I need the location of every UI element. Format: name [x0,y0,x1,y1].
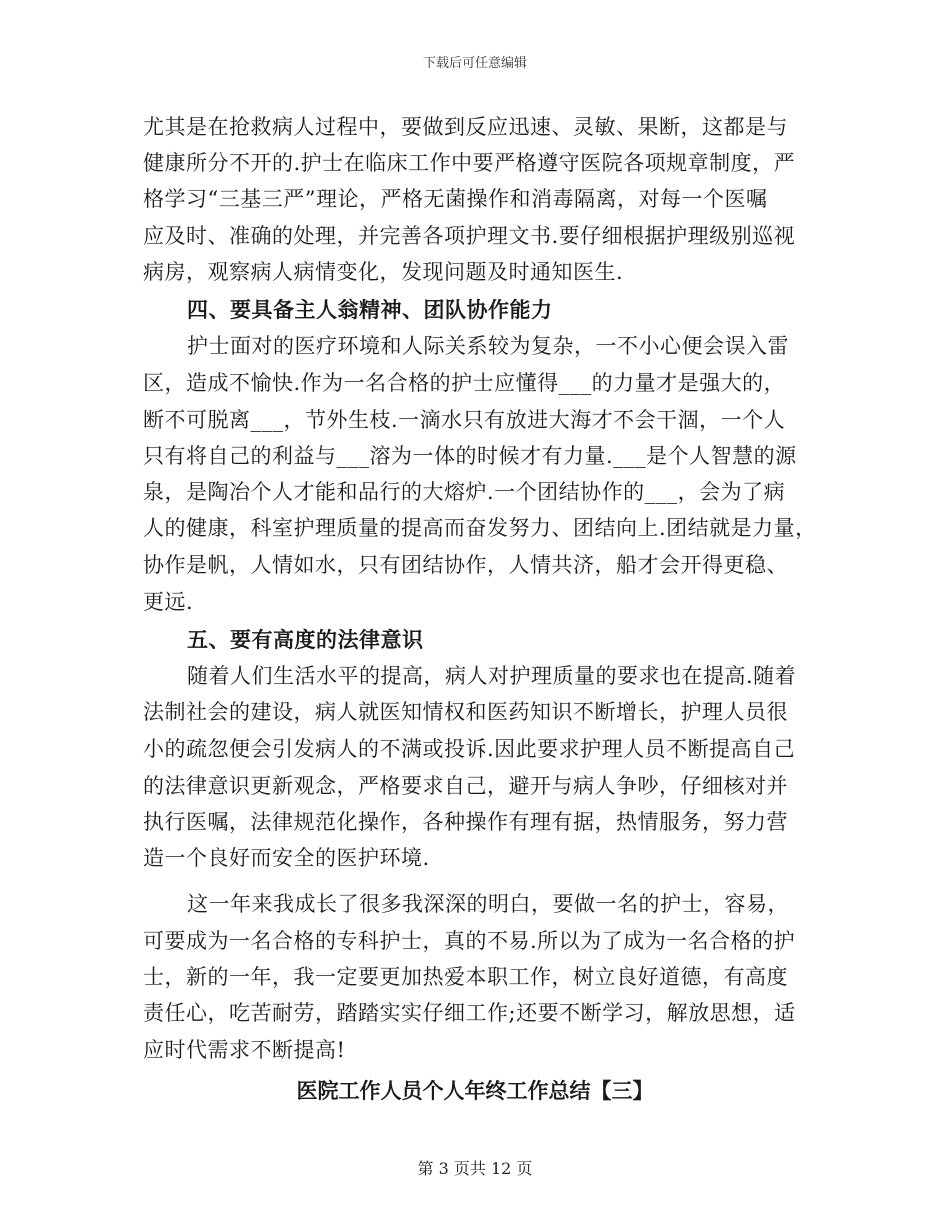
page-header-note: 下载后可任意编辑 [422,56,527,71]
paragraph-line: 护士面对的医疗环境和人际关系较为复杂，一不小心便会误入雷 [187,334,789,358]
paragraph-line: 这一年来我成长了很多我深深的明白，要做一名的护士，容易， [187,892,789,916]
paragraph-line: 更远. [143,590,194,614]
section-heading-five: 五、要有高度的法律意识 [187,627,424,652]
paragraph-line: 的法律意识更新观念，严格要求自己，避开与病人争吵，仔细核对并 [143,774,788,798]
paragraph-line: 尤其是在抢救病人过程中，要做到反应迅速、灵敏、果断，这都是与 [143,115,788,139]
paragraph-line: 只有将自己的利益与___溶为一体的时候才有力量.___是个人智慧的源 [143,444,797,468]
paragraph-line: 法制社会的建设，病人就医知情权和医药知识不断增长，护理人员很 [143,700,788,724]
paragraph-line: 造一个良好而安全的医护环境. [143,846,430,870]
paragraph-line: 人的健康，科室护理质量的提高而奋发努力、团结向上.团结就是力量， [143,516,817,540]
paragraph-line: 协作是帆，人情如水，只有团结协作，人情共济，船才会开得更稳、 [143,553,788,577]
paragraph-line: 随着人们生活水平的提高，病人对护理质量的要求也在提高.随着 [187,664,797,688]
paragraph-line: 断不可脱离___，节外生枝.一滴水只有放进大海才不会干涸，一个人 [143,408,786,432]
paragraph-line: 可要成为一名合格的专科护士，真的不易.所以为了成为一名合格的护 [143,929,796,953]
section-heading-four: 四、要具备主人翁精神、团队协作能力 [187,297,553,322]
page-footer: 第 3 页共 12 页 [417,1159,533,1178]
paragraph-line: 格学习“三基三严”理论，严格无菌操作和消毒隔离，对每一个医嘱 [143,187,768,211]
paragraph-line: 应及时、准确的处理，并完善各项护理文书.要仔细根据护理级别巡视 [143,224,796,248]
paragraph-line: 健康所分不开的.护士在临床工作中要严格遵守医院各项规章制度，严 [143,151,796,175]
paragraph-line: 泉，是陶冶个人才能和品行的大熔炉.一个团结协作的___，会为了病 [143,480,786,504]
paragraph-line: 士，新的一年，我一定要更加热爱本职工作，树立良好道德，有高度 [143,965,788,989]
paragraph-line: 区，造成不愉快.作为一名合格的护士应懂得___的力量才是强大的， [143,371,786,395]
paragraph-line: 责任心，吃苦耐劳，踏踏实实仔细工作;还要不断学习，解放思想，适 [143,1001,796,1025]
paragraph-line: 病房，观察病人病情变化，发现问题及时通知医生. [143,260,624,284]
paragraph-line: 应时代需求不断提高! [143,1038,346,1062]
paragraph-line: 执行医嘱，法律规范化操作，各种操作有理有据，热情服务，努力营 [143,810,788,834]
next-section-title: 医院工作人员个人年终工作总结【三】 [296,1078,654,1103]
paragraph-line: 小的疏忽便会引发病人的不满或投诉.因此要求护理人员不断提高自己 [143,737,796,761]
